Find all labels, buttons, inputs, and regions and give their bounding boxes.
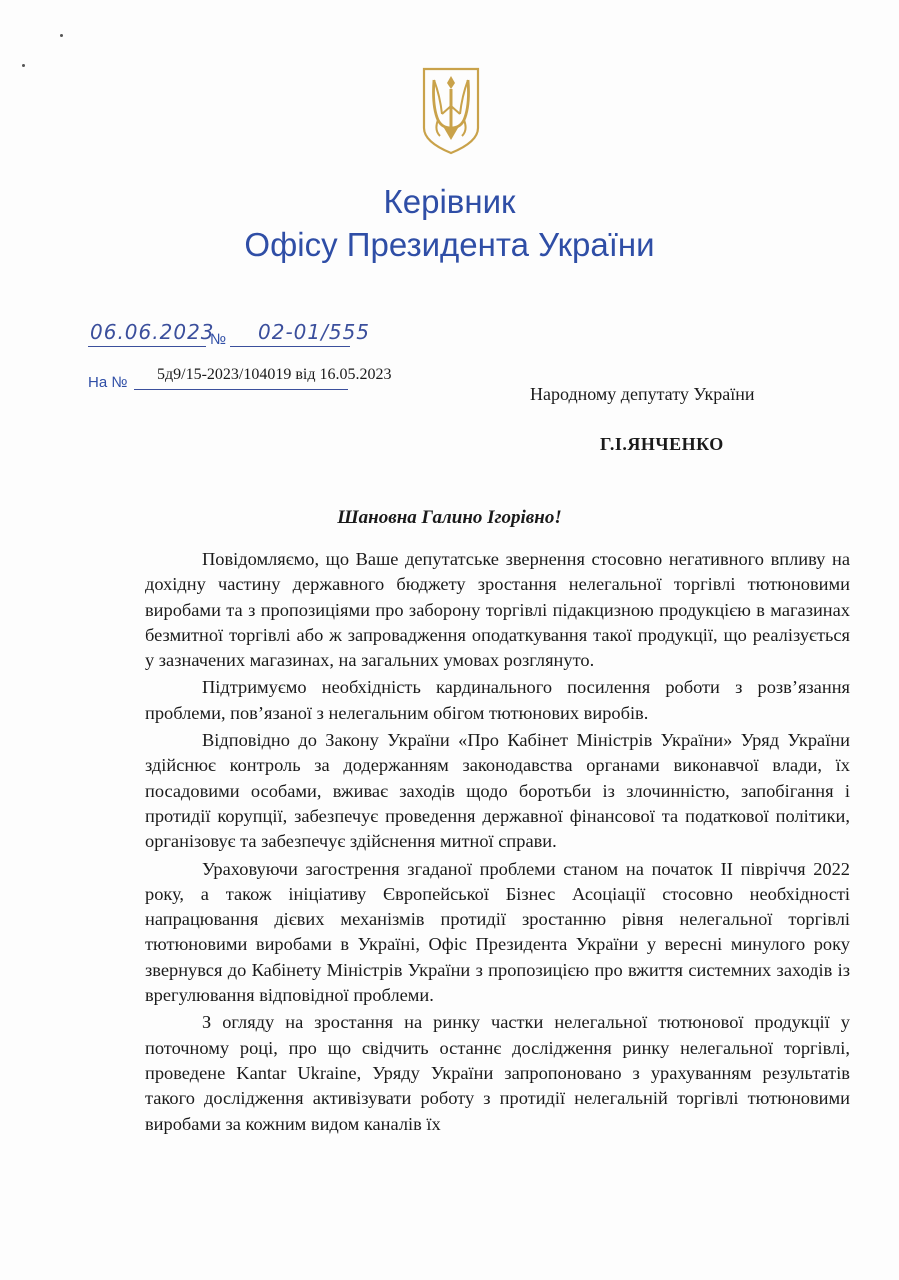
reference-value: 5д9/15-2023/104019 від 16.05.2023 [157,366,392,383]
outgoing-date: 06.06.2023 [90,320,215,344]
trident-emblem-icon [420,66,482,156]
reference-label: На № [88,374,128,391]
letterhead-title-line1: Керівник [383,183,516,220]
number-label: № [210,331,227,348]
paragraph: Ураховуючи загострення згаданої проблеми станом на початок II півріччя 2022 року, а також ініціативу Європейської Бізнес Асоціації стосовно необхідності напрацювання дієвих механізмів протидії зростанню рівня нелегальної торгівлі тютюновими виробами в Україні, Офіс Президента України у вересні минулого року звернувся до Кабінету Міністрів України з пропозицією про вжиття системних заходів із врегулювання відповідної проблеми. [145,858,850,1006]
scan-speck [60,34,63,37]
paragraph: З огляду на зростання на ринку частки нелегальної тютюнової продукції у поточному році, про що свідчить останнє дослідження ринку нелегальної торгівлі, проведене Kantar Ukraine, Уряду України запропоновано з урахуванням результатів такого дослідження активізувати роботу з протидії нелегальній торгівлі тютюновими виробами за кожним видом каналів їх [145,1012,850,1134]
outgoing-number: 02-01/555 [258,320,371,344]
recipient-name: Г.І.ЯНЧЕНКО [600,434,724,454]
letterhead-title-line2: Офісу Президента України [244,226,655,263]
date-underline [88,346,206,347]
paragraph: Підтримуємо необхідність кардинального посилення роботи з розв’язання проблеми, пов’язаної з нелегальним обігом тютюнових виробів. [145,677,850,723]
salutation: Шановна Галино Ігорівно! [337,507,562,528]
scan-speck [22,64,25,67]
recipient-title: Народному депутату України [530,384,755,404]
reference-underline [134,389,348,390]
paragraph: Відповідно до Закону України «Про Кабінет Міністрів України» Уряд України здійснює контроль за додержанням законодавства органами виконавчої влади, їх посадовими особами, вживає заходів щодо боротьби із злочинністю, запобігання і протидії корупції, забезпечує проведення державної фінансової та податкової політики, організовує та забезпечує здійснення митної справи. [145,730,850,852]
paragraph: Повідомляємо, що Ваше депутатське звернення стосовно негативного впливу на дохідну частину державного бюджету зростання нелегальної торгівлі тютюновими виробами та з пропозиціями про заборону торгівлі підакцизною продукцією в магазинах безмитної торгівлі або ж запровадження оподаткування такої продукції, що реалізується у зазначених магазинах, на загальних умовах розглянуто. [145,549,850,671]
number-underline [230,346,350,347]
letter-body [145,547,850,1137]
